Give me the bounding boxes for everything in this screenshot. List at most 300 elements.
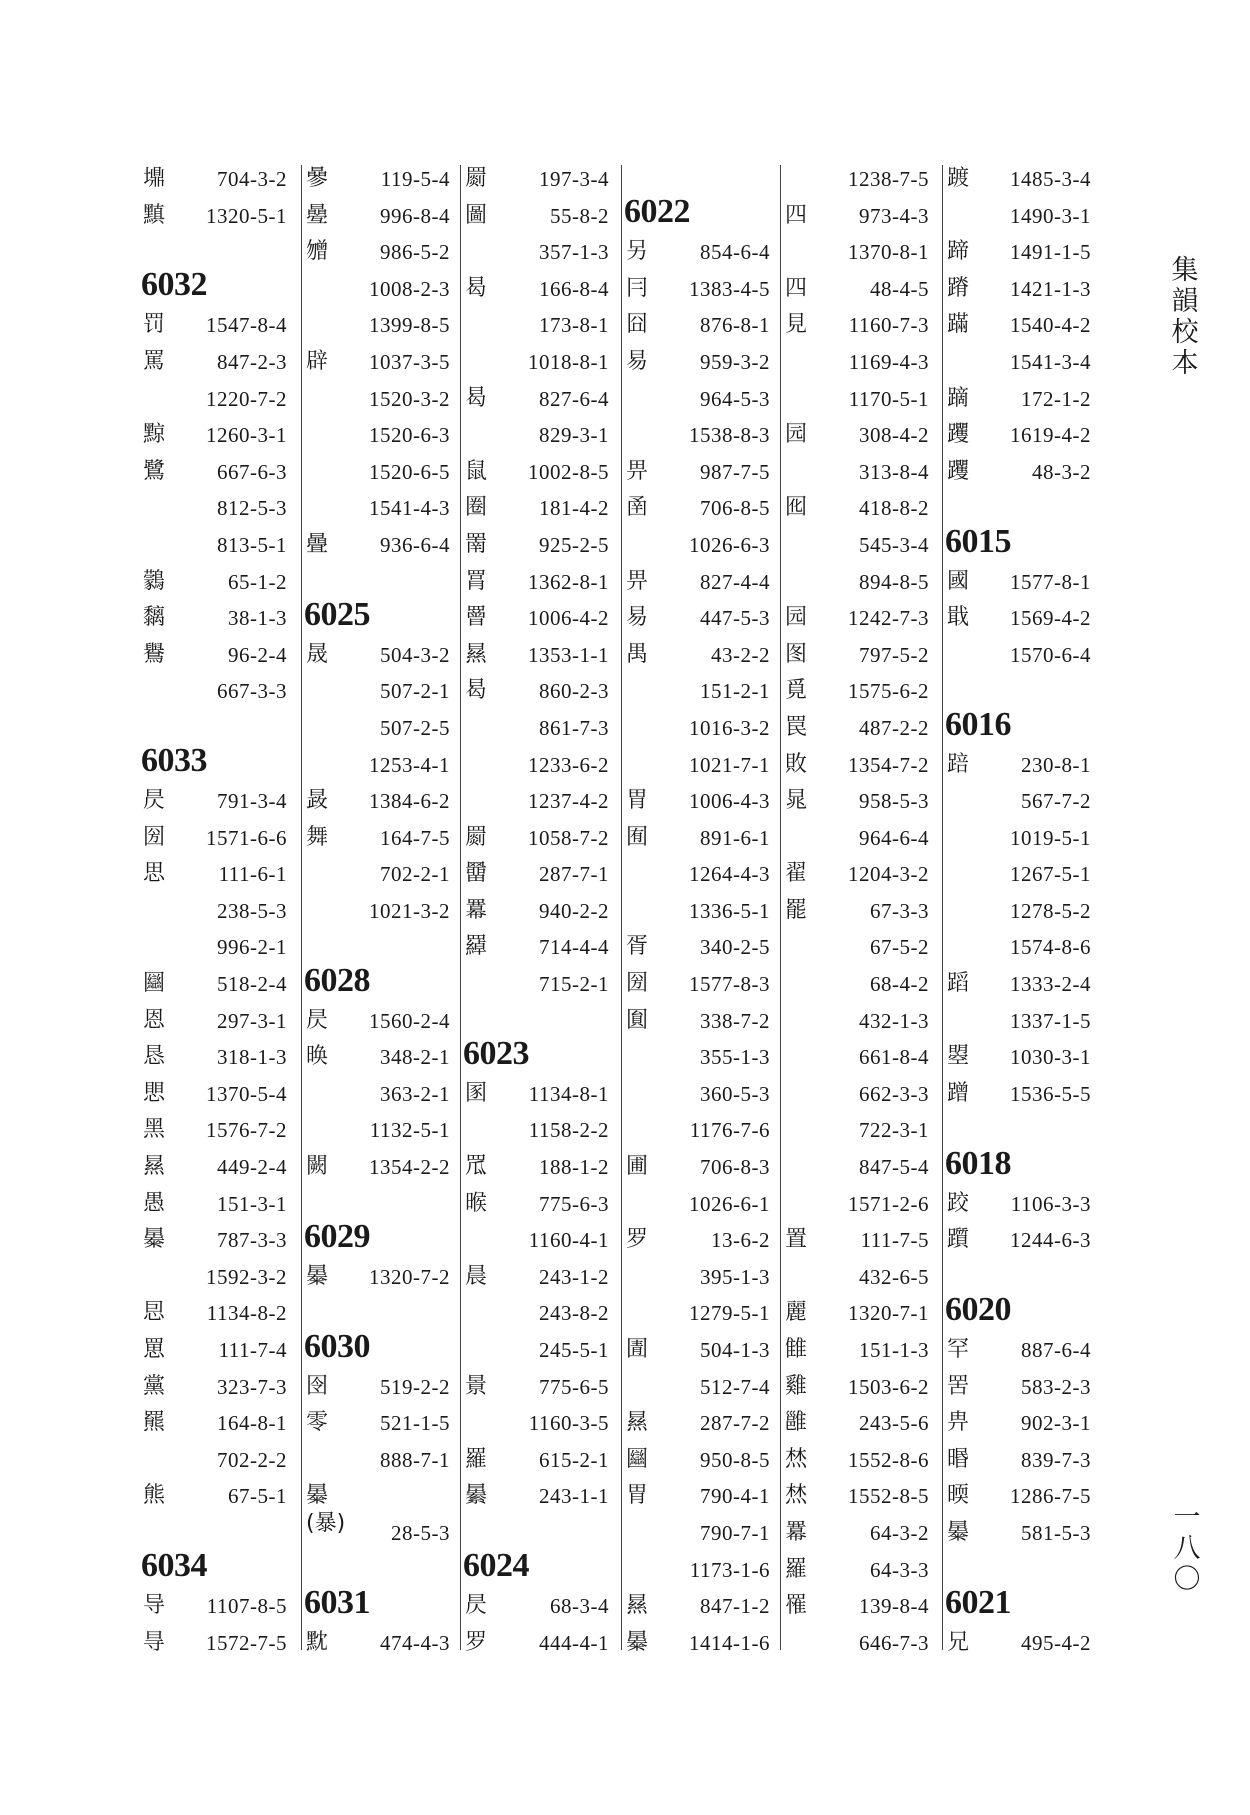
entry-character: 罚 [143, 312, 166, 338]
index-entry [785, 566, 933, 603]
index-entry [465, 163, 613, 200]
entry-character: 羃 [465, 897, 488, 923]
entry-character: 㝵 [143, 1629, 166, 1655]
index-entry [306, 785, 454, 822]
index-entry [143, 675, 291, 712]
entry-reference: 1320-7-1 [848, 1301, 929, 1326]
entry-reference: 164-7-5 [380, 825, 450, 850]
index-entry [785, 712, 933, 749]
entry-reference: 891-6-1 [700, 825, 770, 850]
index-entry [143, 785, 291, 822]
index-entry [785, 749, 933, 786]
entry-character: 圅 [626, 495, 649, 521]
entry-character: 晁 [785, 788, 808, 814]
index-entry [626, 273, 774, 310]
section-heading: 6031 [304, 1583, 370, 1621]
entry-character: 翟 [785, 861, 808, 887]
entry-reference: 567-7-2 [1021, 789, 1091, 814]
index-entry [306, 1627, 454, 1664]
entry-character: 㬋 [465, 1190, 488, 1216]
index-entry [626, 1554, 774, 1591]
entry-character: 雞 [785, 1373, 808, 1399]
index-entry [785, 1517, 933, 1554]
index-entry [143, 200, 291, 237]
entry-reference: 1576-7-2 [206, 1118, 287, 1143]
index-entry [785, 236, 933, 273]
entry-reference: 1021-3-2 [369, 898, 450, 923]
entry-reference: 861-7-3 [539, 715, 609, 740]
entry-reference: 1414-1-6 [689, 1630, 770, 1655]
entry-character: 曑 [306, 166, 329, 191]
entry-reference: 1421-1-3 [1010, 276, 1091, 301]
index-column-2 [306, 163, 454, 1663]
index-entry [465, 566, 613, 603]
entry-reference: 1354-2-2 [369, 1155, 450, 1180]
entry-character: 昃 [306, 1007, 329, 1033]
entry-character: 罱 [465, 531, 488, 557]
entry-character: 㬥 [306, 1263, 329, 1289]
section-heading: 6029 [304, 1217, 370, 1255]
entry-reference: 876-8-1 [700, 313, 770, 338]
entry-reference: 1536-5-5 [1010, 1081, 1091, 1106]
index-entry [143, 1590, 291, 1627]
entry-reference: 363-2-1 [380, 1081, 450, 1106]
index-entry [465, 492, 613, 529]
index-entry [626, 785, 774, 822]
index-entry [947, 1444, 1095, 1481]
index-entry [947, 1480, 1095, 1517]
entry-character: 鸒 [143, 641, 166, 667]
entry-reference: 474-4-3 [380, 1630, 450, 1655]
index-entry [626, 419, 774, 456]
entry-reference: 1279-5-1 [689, 1301, 770, 1326]
index-entry [465, 346, 613, 383]
index-entry [785, 1224, 933, 1261]
section-heading: 6028 [304, 961, 370, 999]
index-entry [626, 492, 774, 529]
entry-reference: 940-2-2 [539, 898, 609, 923]
entry-character: 圃 [626, 1154, 649, 1180]
entry-character: 㷊 [785, 1446, 808, 1472]
entry-character: 另 [626, 239, 649, 265]
index-entry [465, 1627, 613, 1664]
entry-reference: 243-1-1 [539, 1484, 609, 1509]
index-entry [306, 1444, 454, 1481]
index-entry [143, 968, 291, 1005]
index-entry [947, 931, 1095, 968]
index-entry [626, 895, 774, 932]
entry-reference: 902-3-1 [1021, 1411, 1091, 1436]
entry-reference: 521-1-5 [380, 1411, 450, 1436]
entry-reference: 827-4-4 [700, 569, 770, 594]
entry-reference: 1237-4-2 [528, 789, 609, 814]
index-entry [626, 1334, 774, 1371]
entry-character: 羅 [465, 1446, 488, 1472]
entry-reference: 1490-3-1 [1010, 203, 1091, 228]
entry-reference: 67-5-1 [228, 1484, 287, 1509]
index-entry [626, 236, 774, 273]
index-entry [306, 1078, 454, 1115]
entry-reference: 323-7-3 [217, 1374, 287, 1399]
entry-reference: 164-8-1 [217, 1411, 287, 1436]
entry-reference: 1018-8-1 [528, 349, 609, 374]
index-entry [306, 1517, 454, 1554]
entry-character: 蹣 [947, 312, 970, 338]
entry-character: 覓 [785, 678, 808, 704]
index-entry [465, 968, 613, 1005]
entry-reference: 775-6-3 [539, 1191, 609, 1216]
entry-reference: 48-3-2 [1032, 459, 1091, 484]
entry-reference: 1552-8-5 [848, 1484, 929, 1509]
index-entry [947, 1041, 1095, 1078]
section-heading-row [947, 675, 1095, 748]
index-column-5 [785, 163, 933, 1663]
entry-reference: 197-3-4 [539, 167, 609, 191]
entry-reference: 787-3-3 [217, 1228, 287, 1253]
index-entry [785, 822, 933, 859]
index-entry [947, 346, 1095, 383]
index-entry [465, 236, 613, 273]
index-entry [143, 1261, 291, 1298]
entry-reference: 512-7-4 [700, 1374, 770, 1399]
index-entry [143, 822, 291, 859]
entry-reference: 111-7-5 [860, 1228, 929, 1253]
entry-reference: 1173-1-6 [689, 1557, 770, 1582]
entry-reference: 987-7-5 [700, 459, 770, 484]
index-entry [143, 492, 291, 529]
entry-character: 蹄 [947, 239, 970, 265]
entry-reference: 936-6-4 [380, 532, 450, 557]
entry-reference: 1619-4-2 [1010, 423, 1091, 448]
entry-reference: 64-3-3 [870, 1557, 929, 1582]
index-entry [947, 858, 1095, 895]
entry-character: 畀 [626, 568, 649, 594]
index-entry [626, 1444, 774, 1481]
index-entry [626, 1114, 774, 1151]
entry-character: 罽 [465, 166, 488, 191]
entry-reference: 702-2-1 [380, 862, 450, 887]
entry-reference: 1560-2-4 [369, 1008, 450, 1033]
entry-reference: 28-5-3 [391, 1520, 450, 1545]
entry-character: 零 [306, 1410, 329, 1436]
index-entry [306, 1114, 454, 1151]
index-entry [143, 1627, 291, 1664]
entry-character: 罗 [626, 1227, 649, 1253]
entry-reference: 1320-5-1 [206, 203, 287, 228]
entry-reference: 1520-6-5 [369, 459, 450, 484]
entry-character: 园 [785, 605, 808, 631]
entry-character: 罽 [465, 824, 488, 850]
entry-reference: 545-3-4 [859, 532, 929, 557]
section-heading: 6030 [304, 1327, 370, 1365]
entry-reference: 67-5-2 [870, 935, 929, 960]
entry-reference: 847-1-2 [700, 1594, 770, 1619]
index-column-3 [465, 163, 613, 1663]
index-entry [306, 1407, 454, 1444]
entry-reference: 318-1-3 [217, 1045, 287, 1070]
entry-reference: 340-2-5 [700, 935, 770, 960]
entry-reference: 1485-3-4 [1010, 167, 1091, 191]
section-heading: 6032 [141, 266, 207, 304]
entry-reference: 1333-2-4 [1010, 972, 1091, 997]
entry-character: 羃 [785, 1519, 808, 1545]
index-entry [143, 1114, 291, 1151]
index-entry [785, 1554, 933, 1591]
entry-reference: 950-8-5 [700, 1447, 770, 1472]
index-entry [306, 712, 454, 749]
index-entry [306, 456, 454, 493]
entry-character: 罥 [465, 568, 488, 594]
entry-reference: 996-8-4 [380, 203, 450, 228]
entry-character: 圝 [626, 1446, 649, 1472]
index-entry [465, 1114, 613, 1151]
section-heading-row [947, 1554, 1095, 1627]
index-entry [465, 1151, 613, 1188]
index-entry [947, 1371, 1095, 1408]
entry-character: 囮 [785, 495, 808, 521]
entry-reference: 1132-5-1 [369, 1118, 450, 1143]
entry-reference: 1006-4-3 [689, 789, 770, 814]
index-entry [626, 639, 774, 676]
section-heading: 6015 [945, 522, 1011, 560]
entry-character: 黕 [306, 1629, 329, 1655]
page-number: 一八〇 [1173, 1502, 1201, 1595]
entry-reference: 790-4-1 [700, 1484, 770, 1509]
index-entry [626, 1371, 774, 1408]
index-entry [465, 639, 613, 676]
index-entry [465, 822, 613, 859]
entry-character: 昃 [143, 788, 166, 814]
entry-reference: 1336-5-1 [689, 898, 770, 923]
entry-character: 黑 [143, 1117, 166, 1143]
entry-character: 㬥 [947, 1519, 970, 1545]
entry-character: 罵 [143, 348, 166, 374]
section-heading-row [626, 163, 774, 236]
entry-character: 熊 [143, 1483, 166, 1509]
entry-character: 㬥(暴) [306, 1483, 346, 1537]
entry-character: 晟 [306, 641, 329, 667]
entry-character: 罷 [785, 897, 808, 923]
entry-reference: 313-8-4 [859, 459, 929, 484]
entry-reference: 667-3-3 [217, 679, 287, 704]
entry-reference: 1278-5-2 [1010, 898, 1091, 923]
entry-character: 囧 [626, 312, 649, 338]
index-entry [785, 1114, 933, 1151]
index-entry [626, 1297, 774, 1334]
entry-reference: 519-2-2 [380, 1374, 450, 1399]
index-entry [306, 383, 454, 420]
index-entry [947, 785, 1095, 822]
entry-character: 罗 [465, 1629, 488, 1655]
index-entry [626, 968, 774, 1005]
entry-reference: 996-2-1 [217, 935, 287, 960]
entry-reference: 1370-8-1 [848, 240, 929, 265]
entry-reference: 1176-7-6 [689, 1118, 770, 1143]
index-column-4 [626, 163, 774, 1663]
entry-reference: 1134-8-1 [528, 1081, 609, 1106]
entry-reference: 518-2-4 [217, 972, 287, 997]
index-entry [143, 1224, 291, 1261]
entry-character: 㬪 [306, 202, 329, 228]
entry-reference: 854-6-4 [700, 240, 770, 265]
index-entry [947, 602, 1095, 639]
index-entry [306, 749, 454, 786]
index-entry [626, 456, 774, 493]
index-entry [785, 383, 933, 420]
index-entry [626, 602, 774, 639]
entry-character: 恳 [143, 1044, 166, 1070]
column-divider [460, 165, 461, 1650]
index-entry [143, 456, 291, 493]
entry-character: 羆 [143, 1410, 166, 1436]
entry-reference: 1160-4-1 [528, 1228, 609, 1253]
entry-reference: 714-4-4 [539, 935, 609, 960]
index-entry [626, 1078, 774, 1115]
index-entry [785, 1371, 933, 1408]
entry-character: 㬟 [306, 239, 329, 265]
entry-character: 圀 [626, 971, 649, 997]
index-entry [143, 602, 291, 639]
index-entry [306, 1151, 454, 1188]
entry-character: 鼠 [465, 458, 488, 484]
index-entry [306, 895, 454, 932]
entry-reference: 308-4-2 [859, 423, 929, 448]
entry-reference: 1370-5-4 [206, 1081, 287, 1106]
entry-character: 雔 [785, 1337, 808, 1362]
index-entry [143, 346, 291, 383]
entry-character: 麗 [785, 1300, 808, 1326]
entry-reference: 444-4-1 [539, 1630, 609, 1655]
entry-reference: 1204-3-2 [848, 862, 929, 887]
index-entry [465, 419, 613, 456]
entry-reference: 55-8-2 [550, 203, 609, 228]
index-entry [306, 1261, 454, 1298]
entry-reference: 887-6-4 [1021, 1338, 1091, 1362]
entry-character: 圂 [465, 1080, 488, 1106]
section-heading-row [306, 1297, 454, 1370]
section-heading: 6016 [945, 705, 1011, 743]
entry-character: 跤 [947, 1190, 970, 1216]
entry-reference: 188-1-2 [539, 1155, 609, 1180]
index-entry [947, 1334, 1095, 1371]
index-entry [465, 456, 613, 493]
section-heading: 6025 [304, 595, 370, 633]
entry-character: 圊 [626, 1337, 649, 1362]
entry-reference: 173-8-1 [539, 313, 609, 338]
entry-reference: 1220-7-2 [206, 386, 287, 411]
entry-character: 舞 [306, 824, 329, 850]
entry-character: 黥 [143, 422, 166, 448]
entry-reference: 355-1-3 [700, 1045, 770, 1070]
entry-reference: 1030-3-1 [1010, 1045, 1091, 1070]
entry-reference: 1362-8-1 [528, 569, 609, 594]
index-entry [143, 1297, 291, 1334]
entry-character: 㬎 [626, 1410, 649, 1436]
entry-reference: 64-3-2 [870, 1520, 929, 1545]
entry-character: 國 [947, 568, 970, 594]
index-entry [785, 785, 933, 822]
index-entry [947, 1627, 1095, 1664]
entry-reference: 243-1-2 [539, 1264, 609, 1289]
entry-character: 㤙 [143, 1300, 166, 1326]
index-entry [143, 383, 291, 420]
index-entry [785, 1041, 933, 1078]
entry-reference: 1006-4-2 [528, 606, 609, 631]
entry-character: 兄 [947, 1629, 970, 1655]
entry-reference: 38-1-3 [228, 606, 287, 631]
entry-character: 蹐 [947, 275, 970, 301]
entry-character: 愳 [143, 1080, 166, 1106]
entry-reference: 581-5-3 [1021, 1520, 1091, 1545]
entry-character: 胥 [626, 934, 649, 960]
index-entry [465, 895, 613, 932]
entry-reference: 1577-8-3 [689, 972, 770, 997]
entry-reference: 418-8-2 [859, 496, 929, 521]
section-heading: 6020 [945, 1291, 1011, 1328]
index-entry [785, 492, 933, 529]
entry-reference: 495-4-2 [1021, 1630, 1091, 1655]
entry-reference: 1286-7-5 [1010, 1484, 1091, 1509]
entry-character: 囿 [626, 824, 649, 850]
index-entry [143, 1151, 291, 1188]
index-entry [785, 1188, 933, 1225]
index-entry [306, 163, 454, 200]
index-entry [785, 602, 933, 639]
index-entry [465, 602, 613, 639]
entry-reference: 1538-8-3 [689, 423, 770, 448]
section-heading: 6033 [141, 742, 207, 780]
entry-character: 易 [626, 348, 649, 374]
entry-reference: 1244-6-3 [1010, 1228, 1091, 1253]
index-entry [626, 346, 774, 383]
entry-reference: 1019-5-1 [1010, 825, 1091, 850]
entry-character: 蹈 [947, 971, 970, 997]
section-heading: 6024 [463, 1547, 529, 1585]
index-entry [947, 968, 1095, 1005]
entry-reference: 1592-3-2 [206, 1264, 287, 1289]
entry-character: 㬌 [465, 1373, 488, 1399]
index-entry [143, 419, 291, 456]
index-entry [626, 383, 774, 420]
entry-reference: 958-5-3 [859, 789, 929, 814]
index-entry [306, 822, 454, 859]
entry-reference: 1170-5-1 [848, 386, 929, 411]
entry-reference: 1160-7-3 [848, 313, 929, 338]
entry-reference: 1399-8-5 [369, 313, 450, 338]
index-entry [465, 1188, 613, 1225]
entry-reference: 151-3-1 [217, 1191, 287, 1216]
column-divider [301, 165, 302, 1650]
entry-reference: 111-7-4 [218, 1338, 287, 1362]
index-entry [785, 1627, 933, 1664]
entry-character: 罾 [465, 605, 488, 631]
entry-reference: 1577-8-1 [1010, 569, 1091, 594]
index-entry [626, 1151, 774, 1188]
entry-character: 㬆 [947, 1446, 970, 1472]
index-entry [785, 163, 933, 200]
index-entry [465, 858, 613, 895]
entry-reference: 68-3-4 [550, 1594, 609, 1619]
index-entry [947, 1005, 1095, 1042]
entry-reference: 1026-6-3 [689, 532, 770, 557]
index-entry [143, 309, 291, 346]
entry-reference: 722-3-1 [859, 1118, 929, 1143]
entry-reference: 706-8-3 [700, 1155, 770, 1180]
index-column-1 [143, 163, 291, 1663]
index-entry [785, 1590, 933, 1627]
entry-reference: 1353-1-1 [528, 642, 609, 667]
index-entry [465, 309, 613, 346]
